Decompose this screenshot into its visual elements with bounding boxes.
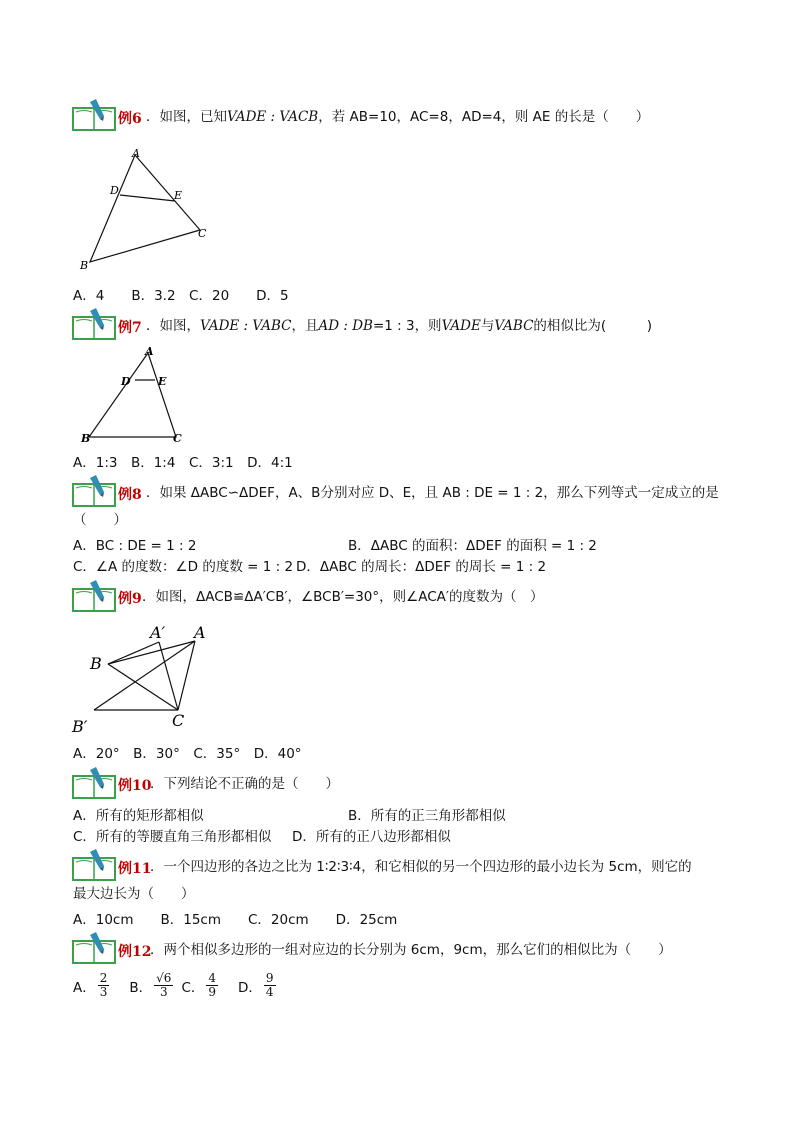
q6-text-b: ，若 AB=10，AC=8，AD=4，则 AE 的长是（ ） bbox=[318, 109, 650, 125]
q12-option-b-prefix: B． bbox=[129, 979, 153, 996]
q12-option-d-prefix: D． bbox=[238, 979, 262, 996]
book-pen-icon bbox=[72, 848, 116, 881]
q6-label-a: A bbox=[132, 147, 140, 160]
q12-option-a-num: 2 bbox=[99, 971, 108, 985]
q12-option-b-fraction bbox=[154, 972, 173, 999]
q12-option-d-num: 9 bbox=[265, 971, 274, 985]
q8-line1: ．如果 ΔABC∽ΔDEF，A、B分别对应 D、E，且 AB : DE = 1 : 2，那么下列等式一定成立的是 bbox=[146, 485, 719, 501]
q12-option-a-den: 3 bbox=[99, 985, 108, 999]
q7-options: A．1:3 B．1:4 C．3:1 D．4:1 bbox=[73, 455, 293, 471]
q11-label: 例11 bbox=[118, 861, 152, 877]
q7-text-e: 与 bbox=[480, 318, 495, 334]
q8-option-c: C．∠A 的度数：∠D 的度数 = 1 : 2 bbox=[73, 559, 294, 575]
q6-label-d: D bbox=[110, 184, 119, 197]
q10-label: 例10 bbox=[118, 778, 152, 794]
q12-label: 例12 bbox=[118, 944, 152, 960]
q12-options bbox=[73, 972, 276, 999]
q7-label: 例7 bbox=[118, 320, 142, 336]
q6-triangle bbox=[90, 155, 200, 262]
q10-text: ．下列结论不正确的是（ ） bbox=[150, 776, 339, 792]
q6-text-a: ．如图，已知 bbox=[146, 109, 227, 125]
q7-text bbox=[146, 316, 652, 337]
q6-label-b: B bbox=[80, 259, 89, 272]
book-pen-icon bbox=[72, 579, 116, 612]
q6-figure bbox=[75, 145, 215, 275]
q6-expr: VADE : VACB bbox=[227, 109, 319, 125]
q12-option-b-den: 3 bbox=[159, 985, 168, 999]
q7-expr3: VADE bbox=[441, 318, 481, 334]
q12-text: ．两个相似多边形的一组对应边的长分别为 6cm，9cm，那么它们的相似比为（ ） bbox=[150, 942, 672, 958]
q7-text-d: ，则 bbox=[414, 318, 442, 334]
q9-text: ．如图，ΔACB≌ΔA′CB′，∠BCB′=30°，则∠ACA′的度数为（ ） bbox=[142, 589, 544, 605]
q9-segment-ba bbox=[108, 641, 195, 664]
q9-label-b: B bbox=[90, 654, 102, 673]
q6-segment-de bbox=[120, 195, 175, 201]
book-pen-icon bbox=[72, 98, 116, 131]
q7-label-c: C bbox=[173, 432, 182, 445]
q12-option-a-prefix: A． bbox=[73, 979, 96, 996]
q6-text bbox=[146, 107, 649, 128]
q12-option-c-num: 4 bbox=[208, 971, 217, 985]
q6-options: A．4 B．3.2 C．20 D．5 bbox=[73, 288, 289, 304]
q9-label-a1: A′ bbox=[150, 623, 166, 642]
q7-text-f: 的相似比为( ) bbox=[533, 318, 652, 334]
book-pen-icon bbox=[72, 307, 116, 340]
q10-option-c: C．所有的等腰直角三角形都相似 bbox=[73, 829, 272, 845]
q12-option-c-den: 9 bbox=[208, 985, 217, 999]
q12-option-c-prefix: C． bbox=[181, 979, 205, 996]
q7-expr2: AD : DB bbox=[318, 318, 373, 334]
book-pen-icon bbox=[72, 766, 116, 799]
q7-expr1: VADE : VABC bbox=[200, 318, 292, 334]
q9-label-b1: B′ bbox=[72, 717, 88, 736]
q11-line1: ．一个四边形的各边之比为 1∶2∶3∶4，和它相似的另一个四边形的最小边长为 5cm，则它的 bbox=[150, 859, 692, 875]
q7-expr4: VABC bbox=[494, 318, 534, 334]
q7-text-c: =1 : 3 bbox=[372, 318, 415, 334]
q10-option-b: B．所有的正三角形都相似 bbox=[348, 808, 506, 824]
q8-label: 例8 bbox=[118, 487, 142, 503]
book-pen-icon bbox=[72, 931, 116, 964]
q8-option-b: B．ΔABC 的面积：ΔDEF 的面积 = 1 : 2 bbox=[348, 538, 597, 554]
q9-options: A．20° B．30° C．35° D．40° bbox=[73, 746, 302, 762]
q12-option-a-fraction bbox=[98, 972, 110, 999]
q7-label-a: A bbox=[145, 345, 154, 358]
q9-label-c: C bbox=[172, 711, 185, 730]
q8-option-a: A．BC : DE = 1 : 2 bbox=[73, 538, 197, 554]
q9-segment-b1a bbox=[94, 641, 195, 710]
q11-options: A．10cm B．15cm C．20cm D．25cm bbox=[73, 912, 398, 928]
q12-option-d-den: 4 bbox=[265, 985, 274, 999]
book-pen-icon bbox=[72, 474, 116, 507]
q9-label-a: A bbox=[194, 623, 206, 642]
q7-triangle bbox=[89, 353, 176, 437]
q9-figure bbox=[70, 618, 230, 738]
q6-label: 例6 bbox=[118, 111, 142, 127]
q7-figure bbox=[75, 345, 195, 445]
q10-option-d: D．所有的正八边形都相似 bbox=[292, 829, 451, 845]
q12-option-b-num: √6 bbox=[156, 971, 172, 985]
q6-label-e: E bbox=[174, 189, 183, 202]
q11-line2: 最大边长为（ ） bbox=[73, 886, 195, 902]
q6-label-c: C bbox=[198, 227, 207, 240]
q12-option-d-fraction bbox=[264, 972, 276, 999]
q7-label-b: B bbox=[81, 432, 91, 445]
q7-label-d: D bbox=[121, 375, 131, 388]
q12-option-c-fraction bbox=[206, 972, 218, 999]
q7-text-b: ，且 bbox=[291, 318, 319, 334]
q7-text-a: ．如图， bbox=[146, 318, 200, 334]
q10-option-a: A．所有的矩形都相似 bbox=[73, 808, 204, 824]
q7-label-e: E bbox=[158, 375, 167, 388]
q8-line2: （ ） bbox=[73, 512, 127, 528]
q8-option-d: D．ΔABC 的周长：ΔDEF 的周长 = 1 : 2 bbox=[296, 559, 547, 575]
q9-label: 例9 bbox=[118, 591, 142, 607]
